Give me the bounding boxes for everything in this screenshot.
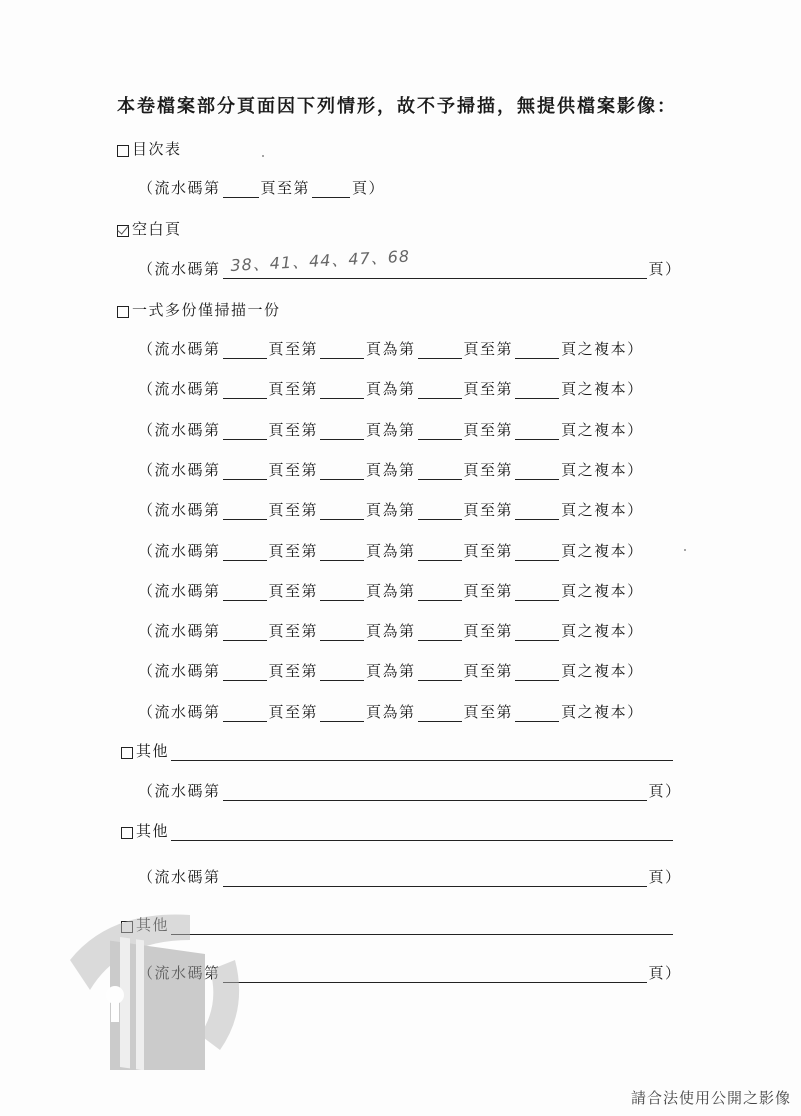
copy-row-suffix: 頁之複本） [561,703,644,721]
copy-row-to: 頁至第 [268,662,319,680]
copy-orig-from-blank[interactable] [418,341,462,359]
copy-from-blank[interactable] [223,341,267,359]
copy-row-is: 頁為第 [366,582,416,600]
copy-to-blank[interactable] [320,381,364,399]
copy-from-blank[interactable] [223,502,267,520]
copy-row-to: 頁至第 [268,703,319,721]
copy-row-suffix: 頁之複本） [561,380,644,398]
copy-row-to-2: 頁至第 [463,582,514,600]
other-range-field-1[interactable] [223,783,647,801]
scan-speck [262,155,264,157]
copy-row-to-2: 頁至第 [463,662,514,680]
copy-row-to-2: 頁至第 [463,622,514,640]
copy-row-to: 頁至第 [268,582,319,600]
copy-to-blank[interactable] [320,583,364,601]
copy-row-to: 頁至第 [268,622,319,640]
other-desc-field-2[interactable] [171,823,673,841]
copy-to-blank[interactable] [320,543,364,561]
blank-pages-label: 空白頁 [132,220,182,238]
copy-to-blank[interactable] [320,341,364,359]
copy-orig-to-blank[interactable] [515,623,559,641]
copy-row-prefix: （流水碼第 [138,380,221,398]
copy-row-suffix: 頁之複本） [561,542,644,560]
copy-row-to-2: 頁至第 [463,461,514,479]
copy-range-row [138,338,644,359]
archive-watermark-logo [70,900,250,1070]
other-range-field-2[interactable] [223,869,647,887]
copy-row-to-2: 頁至第 [463,501,514,519]
copy-range-row [138,620,644,641]
copy-to-blank[interactable] [320,704,364,722]
other-suffix-1: 頁） [648,782,682,800]
page-title: 本卷檔案部分頁面因下列情形，故不予掃描，無提供檔案影像： [117,96,677,117]
copies-checkbox[interactable] [117,306,129,318]
copy-from-blank[interactable] [223,623,267,641]
other-prefix-1: （流水碼第 [138,782,221,800]
copy-range-row [138,701,644,722]
copy-row-to-2: 頁至第 [463,421,514,439]
copy-orig-from-blank[interactable] [418,704,462,722]
copy-row-to-2: 頁至第 [463,542,514,560]
copy-row-is: 頁為第 [366,703,416,721]
toc-label: 目次表 [132,140,182,158]
other-prefix-2: （流水碼第 [138,868,221,886]
copy-range-row [138,660,644,681]
other-desc-field-1[interactable] [171,743,673,761]
copy-range-row [138,419,644,440]
scan-speck [684,549,686,551]
other-option-1 [121,740,675,761]
toc-mid: 頁至第 [260,179,311,197]
copy-orig-from-blank[interactable] [418,422,462,440]
copy-orig-from-blank[interactable] [418,462,462,480]
copy-row-suffix: 頁之複本） [561,582,644,600]
copy-row-to: 頁至第 [268,380,319,398]
copy-row-to: 頁至第 [268,542,319,560]
copy-row-suffix: 頁之複本） [561,340,644,358]
blank-pages-field[interactable] [223,246,647,279]
copy-row-is: 頁為第 [366,662,416,680]
other-range-line-2 [138,866,682,887]
copy-range-row [138,378,644,399]
copy-to-blank[interactable] [320,462,364,480]
copy-range-row [138,580,644,601]
toc-from-blank[interactable] [223,180,259,198]
copy-row-prefix: （流水碼第 [138,542,221,560]
copy-row-suffix: 頁之複本） [561,662,644,680]
copy-row-prefix: （流水碼第 [138,461,221,479]
copy-from-blank[interactable] [223,583,267,601]
copy-row-prefix: （流水碼第 [138,421,221,439]
copy-row-to-2: 頁至第 [463,703,514,721]
copy-row-prefix: （流水碼第 [138,501,221,519]
blank-pages-suffix: 頁） [648,260,682,278]
copy-orig-to-blank[interactable] [515,381,559,399]
other-range-line-1 [138,780,682,801]
blank-pages-option [117,218,182,239]
copy-to-blank[interactable] [320,663,364,681]
toc-range-line [138,177,385,198]
copy-orig-from-blank[interactable] [418,623,462,641]
blank-pages-prefix: （流水碼第 [138,260,221,278]
copy-row-prefix: （流水碼第 [138,340,221,358]
copy-row-is: 頁為第 [366,340,416,358]
copy-row-suffix: 頁之複本） [561,461,644,479]
copy-orig-to-blank[interactable] [515,341,559,359]
toc-prefix: （流水碼第 [138,179,221,197]
copy-from-blank[interactable] [223,663,267,681]
copy-row-is: 頁為第 [366,501,416,519]
copy-row-is: 頁為第 [366,622,416,640]
copy-row-suffix: 頁之複本） [561,501,644,519]
other-checkbox-2[interactable] [121,827,133,839]
copy-to-blank[interactable] [320,502,364,520]
copy-row-suffix: 頁之複本） [561,622,644,640]
copy-orig-from-blank[interactable] [418,543,462,561]
copies-option [117,299,281,320]
copy-orig-from-blank[interactable] [418,583,462,601]
copy-row-prefix: （流水碼第 [138,582,221,600]
copy-from-blank[interactable] [223,422,267,440]
other-label-2: 其他 [136,822,170,840]
blank-pages-checkbox[interactable] [117,225,129,237]
usage-notice: 請合法使用公開之影像 [630,1089,791,1107]
other-checkbox-1[interactable] [121,747,133,759]
copy-range-row [138,459,644,480]
other-option-2 [121,820,675,841]
other-label-1: 其他 [136,742,170,760]
copy-orig-to-blank[interactable] [515,502,559,520]
blank-pages-line [138,246,682,279]
copy-orig-from-blank[interactable] [418,663,462,681]
copy-orig-to-blank[interactable] [515,462,559,480]
copy-row-to-2: 頁至第 [463,340,514,358]
toc-suffix: 頁） [352,179,386,197]
copy-row-prefix: （流水碼第 [138,622,221,640]
toc-to-blank[interactable] [312,180,350,198]
copy-from-blank[interactable] [223,462,267,480]
copy-row-to: 頁至第 [268,501,319,519]
copy-orig-from-blank[interactable] [418,502,462,520]
copy-row-to-2: 頁至第 [463,380,514,398]
copy-row-prefix: （流水碼第 [138,662,221,680]
copy-orig-to-blank[interactable] [515,583,559,601]
copy-row-is: 頁為第 [366,542,416,560]
copy-row-to: 頁至第 [268,461,319,479]
copy-orig-from-blank[interactable] [418,381,462,399]
toc-checkbox[interactable] [117,145,129,157]
copies-label: 一式多份僅掃描一份 [132,301,281,319]
copy-row-is: 頁為第 [366,421,416,439]
other-suffix-3: 頁） [648,964,682,982]
other-suffix-2: 頁） [648,868,682,886]
copy-to-blank[interactable] [320,623,364,641]
handwritten-page-numbers: 38、41、44、47、68 [229,246,411,276]
copy-row-is: 頁為第 [366,461,416,479]
copy-range-row [138,499,644,520]
copy-row-prefix: （流水碼第 [138,703,221,721]
copy-orig-to-blank[interactable] [515,704,559,722]
copy-to-blank[interactable] [320,422,364,440]
copy-row-to: 頁至第 [268,340,319,358]
copy-from-blank[interactable] [223,704,267,722]
copy-row-to: 頁至第 [268,421,319,439]
copy-orig-to-blank[interactable] [515,422,559,440]
copy-from-blank[interactable] [223,543,267,561]
copy-range-row [138,540,644,561]
copy-from-blank[interactable] [223,381,267,399]
copy-orig-to-blank[interactable] [515,663,559,681]
copy-row-is: 頁為第 [366,380,416,398]
toc-option [117,138,182,159]
other-range-field-3[interactable] [223,965,647,983]
copy-row-suffix: 頁之複本） [561,421,644,439]
copy-orig-to-blank[interactable] [515,543,559,561]
